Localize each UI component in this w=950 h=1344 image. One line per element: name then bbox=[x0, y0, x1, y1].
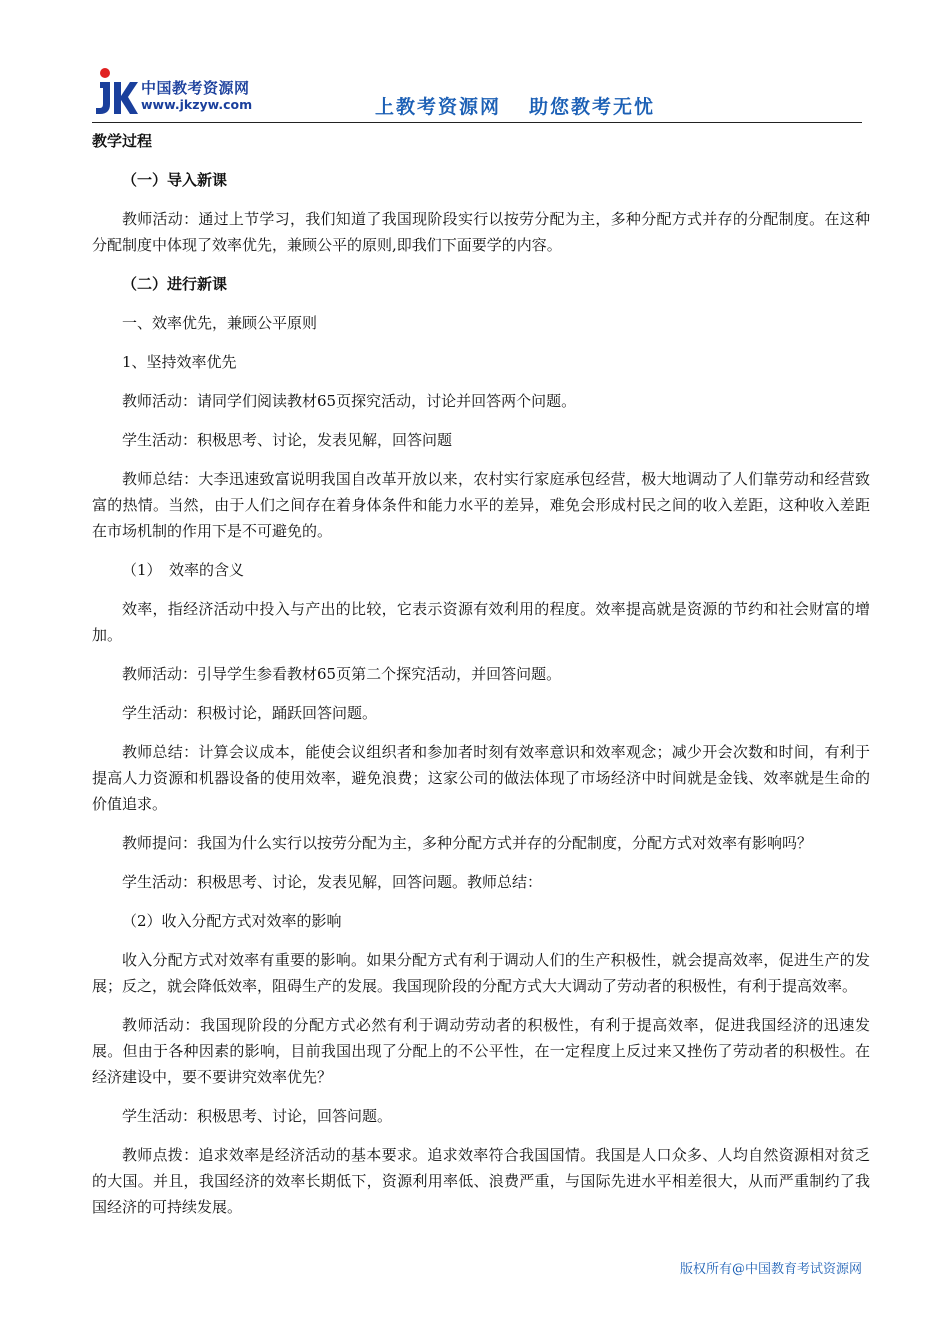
paragraph: 学生活动：积极思考、讨论，发表见解，回答问题。教师总结： bbox=[122, 873, 543, 891]
paragraph: 教师活动：我国现阶段的分配方式必然有利于调动劳动者的积极性，有利于提高效率，促进我国经济的迅速发展。但由于各种因素的影响，目前我国出现了分配上的不公平性，在一定程度上反过来又挫伤了劳动者的积极性。在经济建设中，要不要讲究效率优先？ bbox=[92, 1016, 870, 1086]
slogan-left: 上教考资源网 bbox=[375, 96, 502, 118]
site-name: 中国教考资源网 bbox=[141, 79, 250, 97]
document-title: 教学过程 bbox=[92, 132, 153, 150]
paragraph: 教师提问：我国为什么实行以按劳分配为主，多种分配方式并存的分配制度，分配方式对效率有影响吗？ bbox=[122, 834, 813, 852]
paragraph: 教师点拨：追求效率是经济活动的基本要求。追求效率符合我国国情。我国是人口众多、人均自然资源相对贫乏的大国。并且，我国经济的效率长期低下，资源利用率低、浪费严重，与国际先进水平相差很大，从而严重制约了我国经济的可持续发展。 bbox=[92, 1146, 870, 1216]
paragraph: 学生活动：积极思考、讨论，发表见解，回答问题 bbox=[122, 431, 453, 449]
paragraph: 学生活动：积极思考、讨论，回答问题。 bbox=[122, 1107, 393, 1125]
document-body bbox=[92, 128, 870, 1233]
paragraph: 效率，指经济活动中投入与产出的比较，它表示资源有效利用的程度。效率提高就是资源的节约和社会财富的增加。 bbox=[92, 600, 870, 644]
copyright-footer: 版权所有@中国教育考试资源网 bbox=[679, 1262, 862, 1277]
paragraph: 教师活动：请同学们阅读教材65页探究活动，讨论并回答两个问题。 bbox=[122, 392, 577, 410]
paragraph: 教师总结：计算会议成本，能使会议组织者和参加者时刻有效率意识和效率观念；减少开会次数和时间，有利于提高人力资源和机器设备的使用效率，避免浪费；这家公司的做法体现了市场经济中时间就是金钱、效率就是生命的价值追求。 bbox=[92, 743, 870, 813]
slogan-right: 助您教考无忧 bbox=[529, 96, 656, 118]
site-url[interactable]: www.jkzyw.com bbox=[141, 97, 253, 112]
paragraph: 教师活动：通过上节学习，我们知道了我国现阶段实行以按劳分配为主，多种分配方式并存的分配制度。在这种分配制度中体现了效率优先，兼顾公平的原则,即我们下面要学的内容。 bbox=[92, 210, 870, 254]
paragraph: 学生活动：积极讨论，踊跃回答问题。 bbox=[122, 704, 378, 722]
paragraph: 1、坚持效率优先 bbox=[122, 353, 237, 371]
section-heading-intro: （一）导入新课 bbox=[122, 171, 228, 189]
header-slogan bbox=[375, 92, 655, 119]
paragraph: 收入分配方式对效率有重要的影响。如果分配方式有利于调动人们的生产积极性，就会提高效率，促进生产的发展；反之，就会降低效率，阻碍生产的发展。我国现阶段的分配方式大大调动了劳动者的积极性，有利于提高效率。 bbox=[92, 951, 870, 995]
section-heading-new-lesson: （二）进行新课 bbox=[122, 275, 228, 293]
paragraph: （1） 效率的含义 bbox=[122, 561, 245, 579]
paragraph: 教师活动：引导学生参看教材65页第二个探究活动，并回答问题。 bbox=[122, 665, 562, 683]
page-header bbox=[92, 66, 862, 123]
paragraph: 一、效率优先，兼顾公平原则 bbox=[122, 314, 318, 332]
jk-logo-icon bbox=[92, 66, 138, 118]
paragraph: （2）收入分配方式对效率的影响 bbox=[122, 912, 342, 930]
paragraph: 教师总结：大李迅速致富说明我国自改革开放以来，农村实行家庭承包经营，极大地调动了人们靠劳动和经营致富的热情。当然，由于人们之间存在着身体条件和能力水平的差异，难免会形成村民之间的收入差距，这种收入差距在市场机制的作用下是不可避免的。 bbox=[92, 470, 870, 540]
